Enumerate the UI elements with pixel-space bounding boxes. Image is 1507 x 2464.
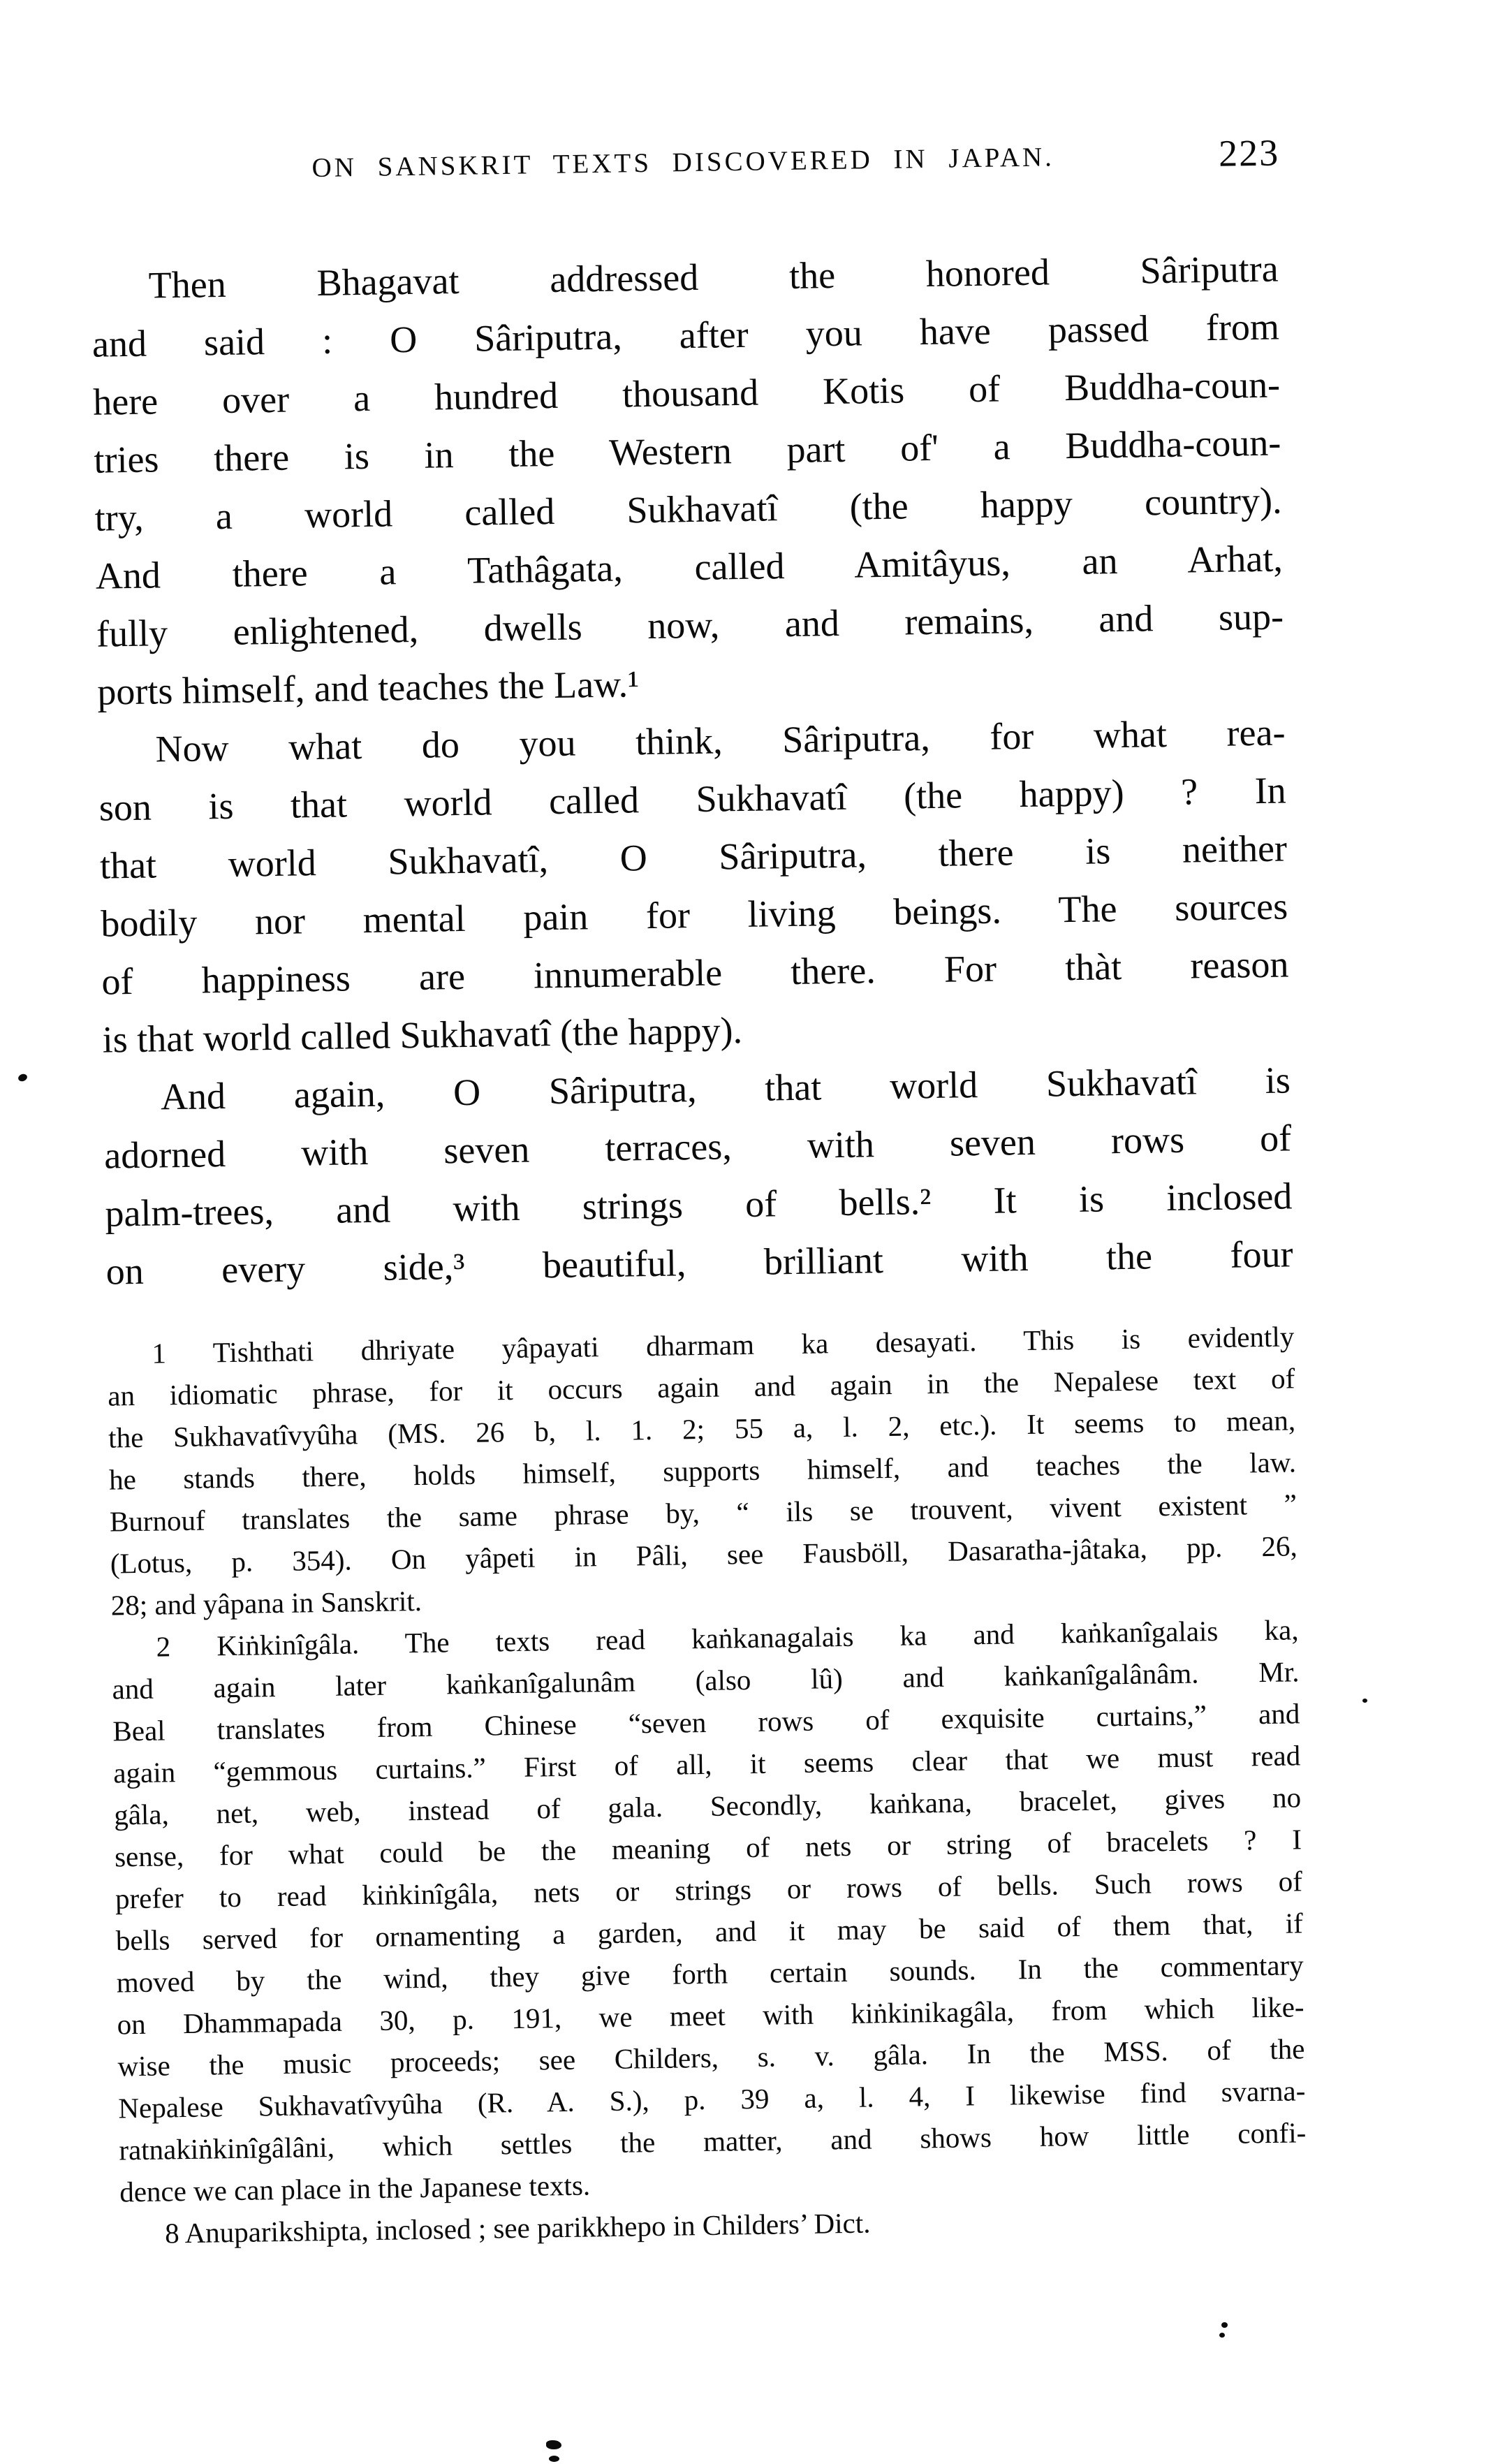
page-title: ON SANSKRIT TEXTS DISCOVERED IN JAPAN. bbox=[311, 142, 1055, 184]
body-text-line: son is that world called Sukhavatî (the happy) ? In bbox=[98, 769, 1287, 829]
body-text-line: And again, O Sâriputra, that world Sukhavatî is bbox=[160, 1059, 1291, 1118]
ink-speck bbox=[549, 2456, 559, 2462]
footnote-line: Beal translates from Chinese “seven rows of exquisite curtains,” and bbox=[112, 1697, 1300, 1747]
footnote-line: moved by the wind, they give forth certain sounds. In the commentary bbox=[116, 1949, 1304, 1999]
page-content bbox=[87, 0, 1308, 2254]
page-number: 223 bbox=[1218, 131, 1280, 175]
footnote-line: prefer to read kiṅkinîgâla, nets or strings or rows of bells. Such rows of bbox=[115, 1865, 1303, 1915]
body-text-line: here over a hundred thousand Kotis of Buddha-coun- bbox=[92, 363, 1281, 423]
footnote-line: 8 Anuparikshipta, inclosed ; see parikkhepo in Childers’ Dict. bbox=[164, 2206, 871, 2250]
footnote-line: wise the music proceeds; see Childers, s. v. gâla. In the MSS. of the bbox=[117, 2032, 1305, 2083]
footnote-line: bells served for ornamenting a garden, and it may be said of them that, if bbox=[115, 1907, 1304, 1957]
body-text-line: on every side,³ beautiful, brilliant with the four bbox=[105, 1233, 1293, 1293]
body-text-line: tries there is in the Western part of' a Buddha-coun- bbox=[94, 421, 1281, 481]
footnote-line: ratnakiṅkinîgâlâni, which settles the matter, and shows how little confi- bbox=[119, 2116, 1307, 2166]
ink-speck bbox=[1362, 1699, 1367, 1703]
body-text-line: is that world called Sukhavatî (the happy). bbox=[102, 1009, 743, 1061]
body-text-line: And there a Tathâgata, called Amitâyus, an Arhat, bbox=[95, 537, 1284, 597]
body-text-line: fully enlightened, dwells now, and remains, and sup- bbox=[96, 595, 1284, 655]
running-header bbox=[89, 131, 1280, 192]
footnote-line: 28; and yâpana in Sanskrit. bbox=[110, 1584, 422, 1622]
main-text bbox=[91, 240, 1293, 1301]
footnote-line: gâla, net, web, instead of gala. Secondly, kaṅkana, bracelet, gives no bbox=[113, 1781, 1302, 1831]
footnotes bbox=[107, 1315, 1307, 2254]
body-text-line: Now what do you think, Sâriputra, for what rea- bbox=[155, 711, 1286, 770]
ink-speck bbox=[546, 2440, 561, 2449]
footnote-line: dence we can place in the Japanese texts. bbox=[119, 2169, 591, 2208]
body-text-line: of happiness are innumerable there. For thàt reason bbox=[101, 943, 1289, 1003]
footnote-line: the Sukhavatîvyûha (MS. 26 b, l. 1. 2; 55 a, l. 2, etc.). It seems to mean, bbox=[108, 1404, 1296, 1454]
body-text-line: adorned with seven terraces, with seven rows of bbox=[103, 1117, 1292, 1177]
body-text-line: ports himself, and teaches the Law.¹ bbox=[96, 663, 640, 713]
ink-speck bbox=[17, 1073, 29, 1083]
body-text-line: Then Bhagavat addressed the honored Sâriputra bbox=[148, 247, 1279, 307]
footnote-line: an idiomatic phrase, for it occurs again and again in the Nepalese text of bbox=[107, 1362, 1295, 1412]
footnote-line: 1 Tishthati dhriyate yâpayati dharmam ka desayati. This is evidently bbox=[152, 1320, 1295, 1370]
body-text-line: try, a world called Sukhavatî (the happy country). bbox=[94, 479, 1282, 539]
ink-speck bbox=[1221, 2322, 1228, 2328]
body-text-line: that world Sukhavatî, O Sâriputra, there is neither bbox=[99, 827, 1288, 887]
ink-speck bbox=[1219, 2333, 1225, 2338]
footnote-line: and again later kaṅkanîgalunâm (also lû) and kaṅkanîgalânâm. Mr. bbox=[112, 1655, 1300, 1706]
body-text-line: and said : O Sâriputra, after you have passed from bbox=[91, 305, 1280, 365]
body-text-line: palm-trees, and with strings of bells.² It is inclosed bbox=[105, 1175, 1293, 1235]
footnote-line: he stands there, holds himself, supports himself, and teaches the law. bbox=[108, 1446, 1297, 1496]
footnote-line: on Dhammapada 30, p. 191, we meet with kiṅkinikagâla, from which like- bbox=[117, 1990, 1304, 2041]
footnote-line: Nepalese Sukhavatîvyûha (R. A. S.), p. 39 a, l. 4, I likewise find svarna- bbox=[118, 2074, 1306, 2125]
body-text-line: bodily nor mental pain for living beings. The sources bbox=[100, 885, 1288, 945]
footnote-line: again “gemmous curtains.” First of all, it seems clear that we must read bbox=[113, 1739, 1301, 1789]
footnote-line: sense, for what could be the meaning of nets or string of bracelets ? I bbox=[114, 1823, 1302, 1873]
footnote-line: (Lotus, p. 354). On yâpeti in Pâli, see Fausböll, Dasaratha-jâtaka, pp. 26, bbox=[110, 1530, 1298, 1580]
footnote-line: Burnouf translates the same phrase by, “ ils se trouvent, vivent existent ” bbox=[109, 1488, 1298, 1538]
footnote-line: 2 Kiṅkinîgâla. The texts read kaṅkanagalais ka and kaṅkanîgalais ka, bbox=[156, 1613, 1299, 1663]
